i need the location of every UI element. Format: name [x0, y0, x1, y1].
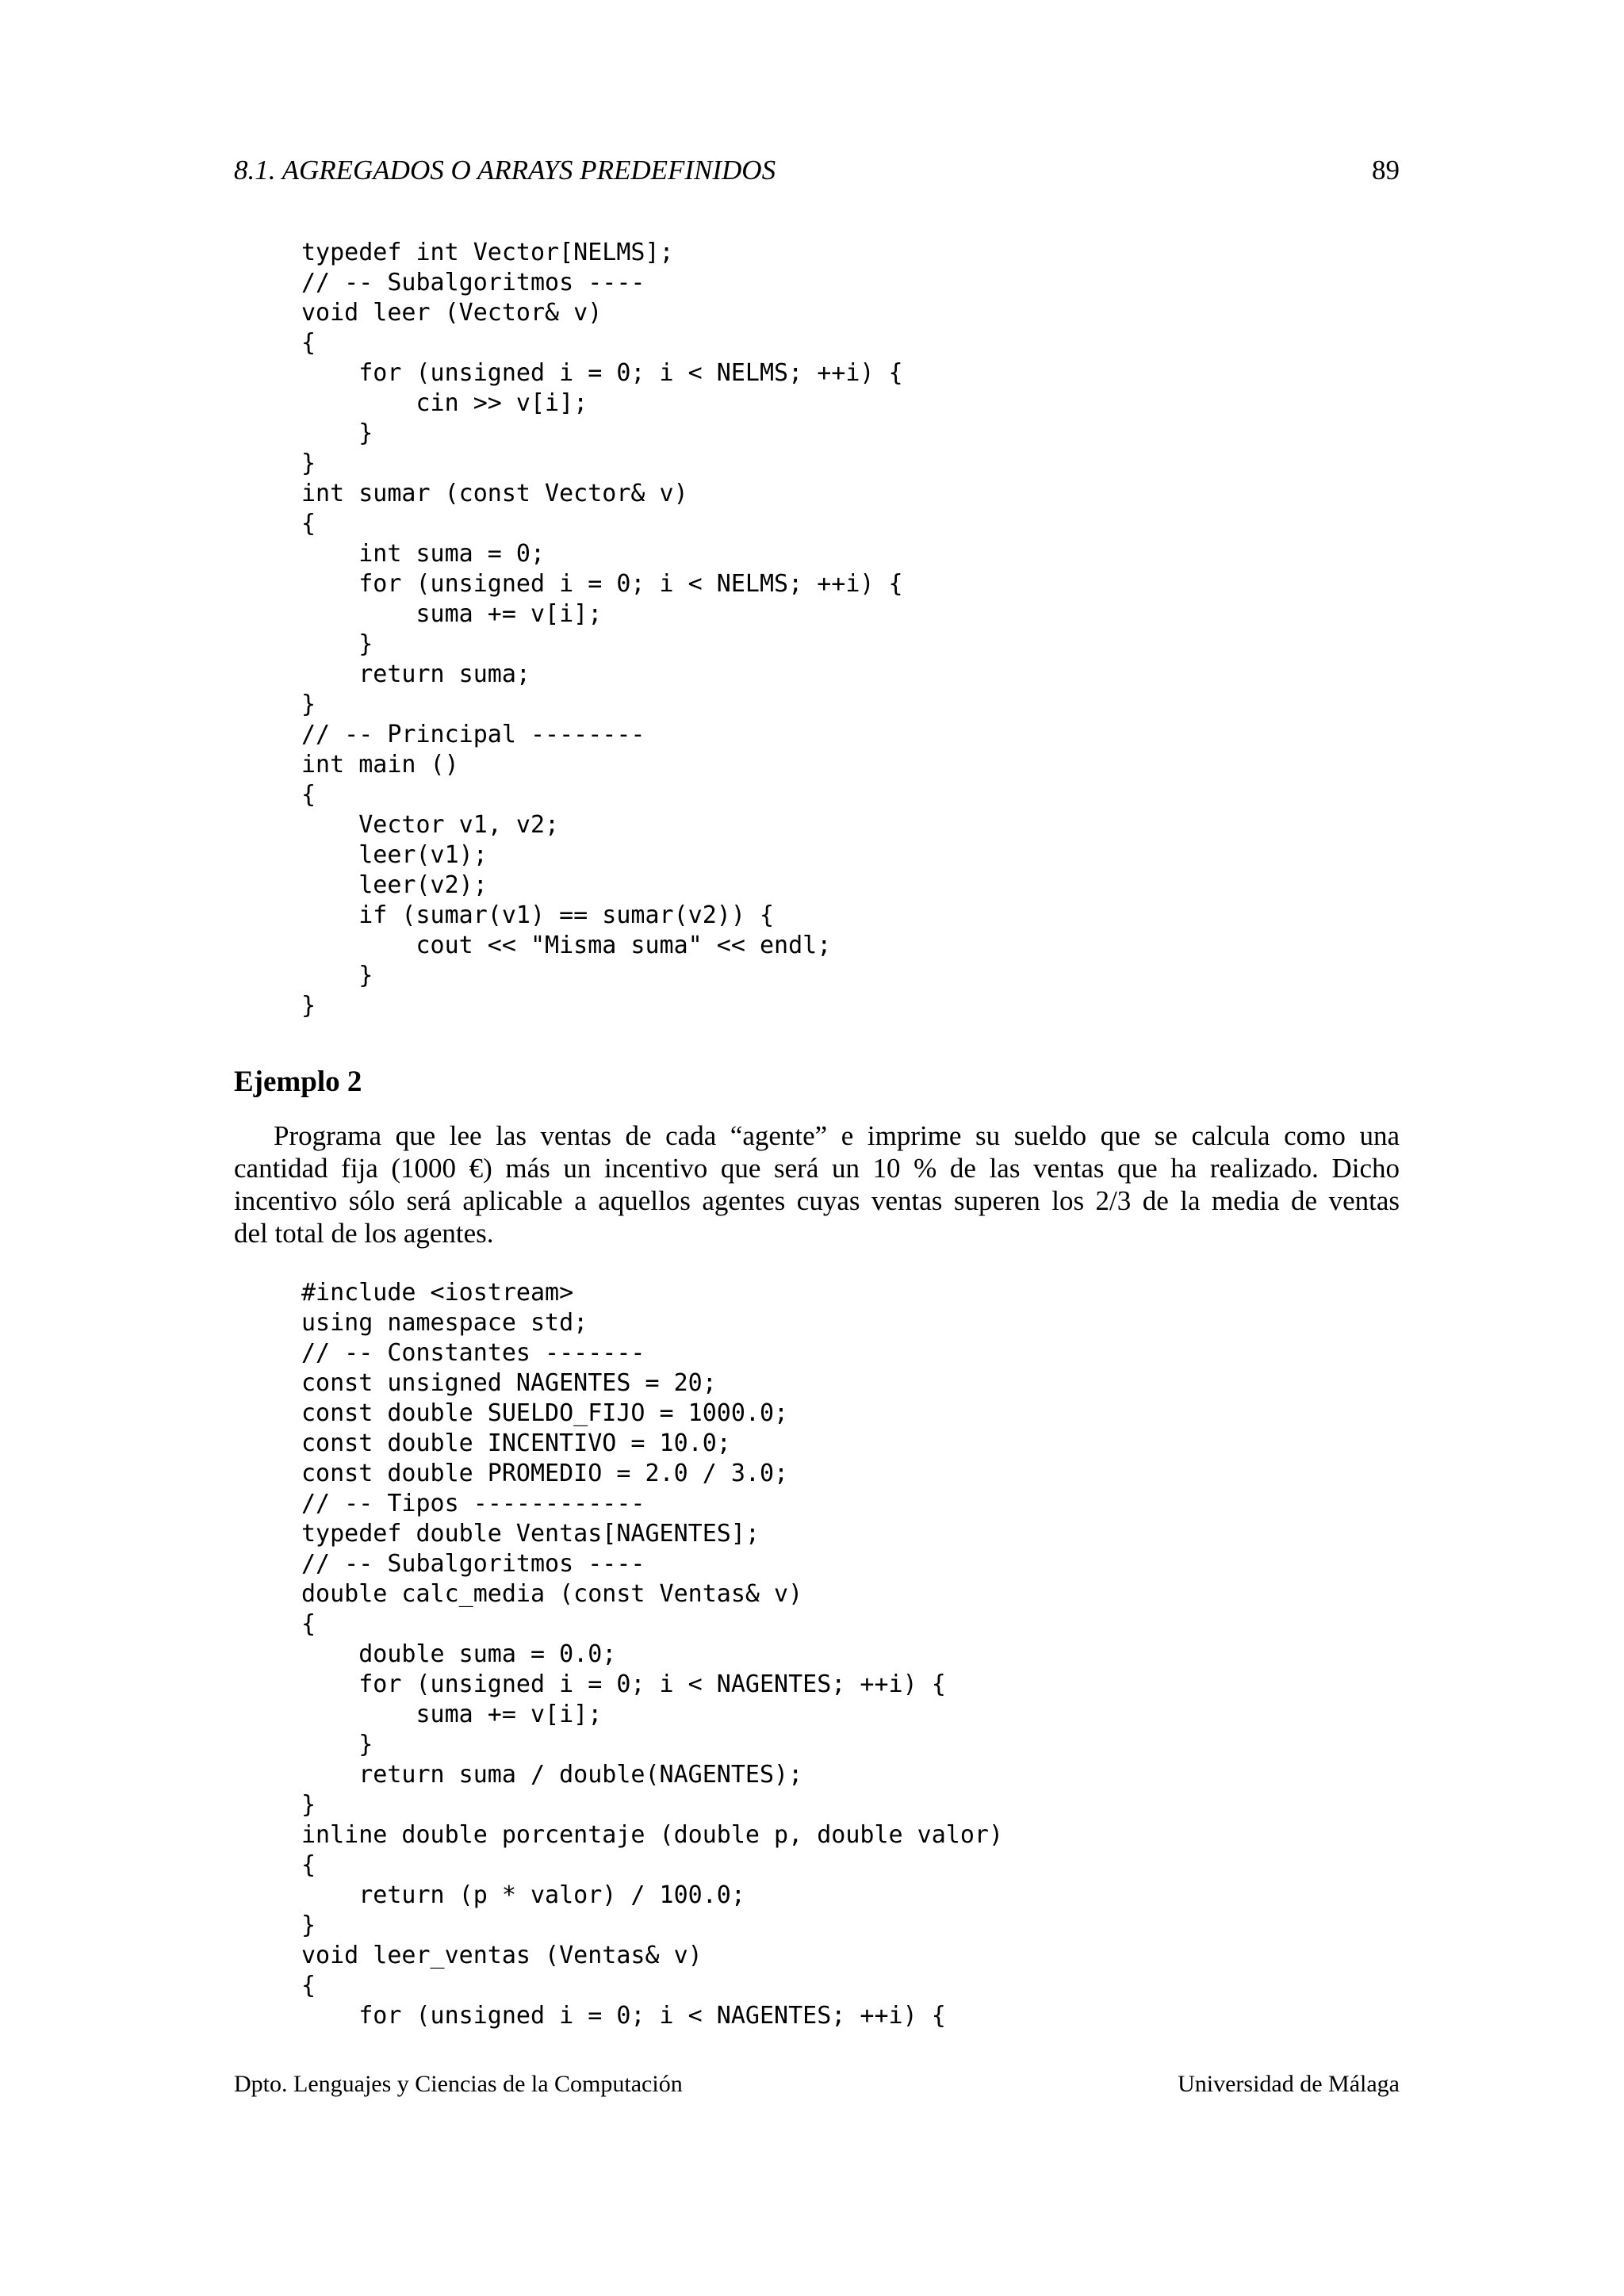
code-line: // -- Subalgoritmos ---- [301, 1550, 645, 1578]
code-line: for (unsigned i = 0; i < NAGENTES; ++i) { [301, 1670, 946, 1698]
section-title: 8.1. AGREGADOS O ARRAYS PREDEFINIDOS [234, 155, 776, 186]
code-line: for (unsigned i = 0; i < NAGENTES; ++i) { [301, 2002, 946, 2030]
code-line: } [301, 1791, 316, 1819]
running-header [234, 155, 1400, 194]
code-line: #include <iostream> [301, 1279, 574, 1307]
paragraph-line: cantidad fija (1000 €) más un incentivo que será un 10 % de las ventas que ha realizado. Dicho [234, 1153, 1400, 1184]
code-line: const double INCENTIVO = 10.0; [301, 1429, 731, 1457]
code-line: if (sumar(v1) == sumar(v2)) { [301, 901, 775, 929]
code-line: using namespace std; [301, 1309, 588, 1337]
code-line: int sumar (const Vector& v) [301, 480, 688, 507]
code-line: cout << "Misma suma" << endl; [301, 932, 832, 959]
code-line: // -- Principal -------- [301, 721, 645, 748]
code-line: return (p * valor) / 100.0; [301, 1881, 745, 1909]
code-line: Vector v1, v2; [301, 811, 560, 839]
code-line: } [301, 1911, 316, 1939]
code-line: { [301, 329, 316, 357]
code-line: double suma = 0.0; [301, 1640, 617, 1668]
code-line: int main () [301, 751, 459, 779]
code-line: } [301, 691, 316, 718]
code-line: const double PROMEDIO = 2.0 / 3.0; [301, 1460, 789, 1487]
code-line: { [301, 1851, 316, 1879]
code-line: leer(v2); [301, 871, 488, 899]
code-line: void leer_ventas (Ventas& v) [301, 1942, 703, 1969]
paragraph-line: Programa que lee las ventas de cada “agente” e imprime su sueldo que se calcula como una [274, 1120, 1400, 1151]
code-line: double calc_media (const Ventas& v) [301, 1580, 803, 1608]
page-footer [234, 2071, 1400, 2107]
code-line: { [301, 781, 316, 809]
footer-university: Universidad de Málaga [1178, 2071, 1400, 2097]
code-line: } [301, 992, 316, 1020]
example-heading: Ejemplo 2 [234, 1066, 362, 1098]
code-line: } [301, 419, 373, 447]
code-line: // -- Tipos ------------ [301, 1490, 645, 1517]
paragraph-line: incentivo sólo será aplicable a aquellos agentes cuyas ventas superen los 2/3 de la media de ventas [234, 1185, 1400, 1216]
code-line: leer(v1); [301, 841, 488, 869]
code-line: } [301, 962, 373, 989]
code-line: { [301, 1610, 316, 1638]
code-line: void leer (Vector& v) [301, 299, 603, 327]
code-line: return suma / double(NAGENTES); [301, 1761, 803, 1789]
code-line: } [301, 450, 316, 477]
code-line: suma += v[i]; [301, 1701, 603, 1728]
code-line: const unsigned NAGENTES = 20; [301, 1369, 717, 1397]
code-line: { [301, 1972, 316, 1999]
code-line: } [301, 630, 373, 658]
code-line: typedef double Ventas[NAGENTES]; [301, 1520, 760, 1548]
code-line: { [301, 510, 316, 538]
code-line: cin >> v[i]; [301, 389, 588, 417]
paragraph-line: del total de los agentes. [234, 1218, 494, 1249]
code-line: // -- Constantes ------- [301, 1339, 645, 1367]
code-line: inline double porcentaje (double p, double valor) [301, 1821, 1004, 1849]
code-line: return suma; [301, 660, 530, 688]
example-description [234, 1119, 1400, 1249]
code-line: // -- Subalgoritmos ---- [301, 269, 645, 297]
page-number: 89 [1372, 155, 1400, 186]
code-line: for (unsigned i = 0; i < NELMS; ++i) { [301, 359, 903, 387]
code-line: for (unsigned i = 0; i < NELMS; ++i) { [301, 570, 903, 598]
code-line: } [301, 1731, 373, 1758]
code-line: const double SUELDO_FIJO = 1000.0; [301, 1399, 789, 1427]
footer-department: Dpto. Lenguajes y Ciencias de la Computación [234, 2071, 683, 2097]
code-block-2 [301, 1278, 1003, 2031]
code-line: typedef int Vector[NELMS]; [301, 239, 674, 266]
code-block-1 [301, 238, 903, 1021]
code-line: suma += v[i]; [301, 600, 603, 628]
code-line: int suma = 0; [301, 540, 546, 568]
